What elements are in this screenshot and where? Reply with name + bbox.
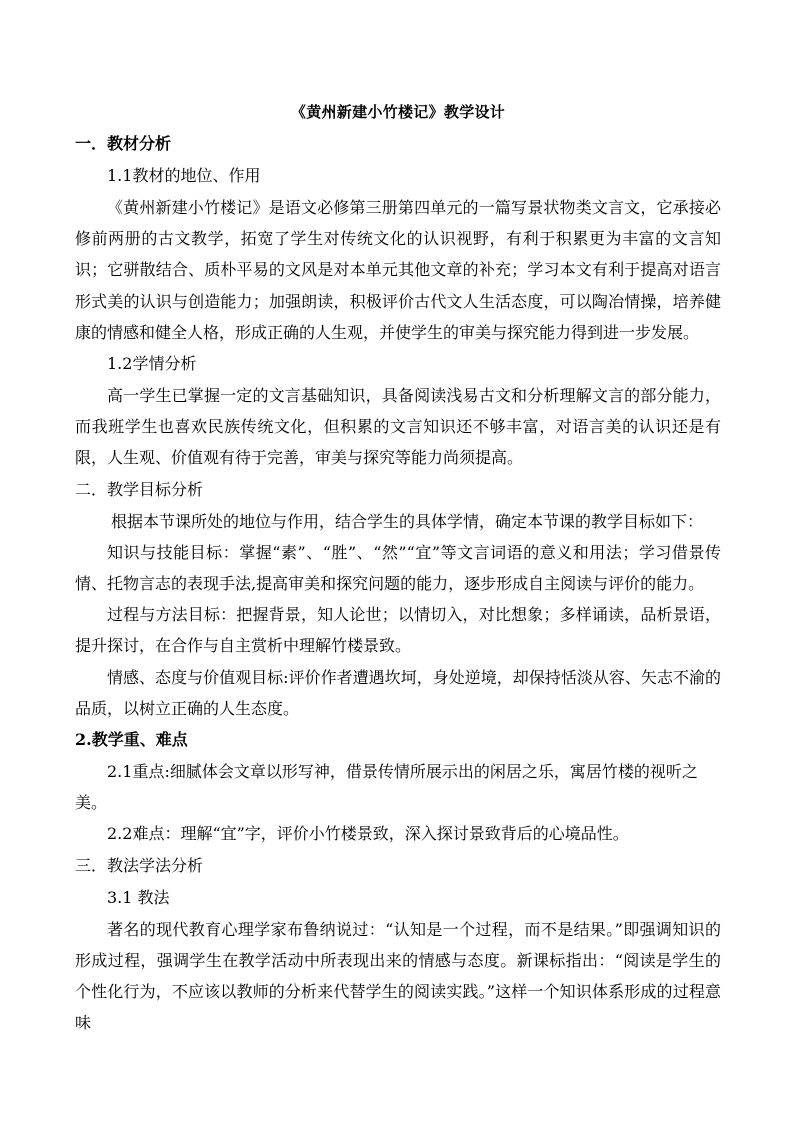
subheading-student-analysis: 1.2学情分析 bbox=[107, 354, 197, 374]
paragraph-student-analysis: 高一学生已掌握一定的文言基础知识，具备阅读浅易古文和分析理解文言的部分能力，而我班学生也喜欢民族传统文化，但积累的文言知识还不够丰富，对语言美的认识还是有限，人生观、价值观有待于完善，审美与探究等能力尚须提高。 bbox=[75, 386, 721, 468]
paragraph-goal-process: 过程与方法目标：把握背景，知人论世；以情切入，对比想象；多样诵读，品析景语，提升探讨，在合作与自主赏析中理解竹楼景致。 bbox=[75, 605, 721, 656]
paragraph-key-point: 2.1重点:细腻体会文章以形写神，借景传情所展示出的闲居之乐，寓居竹楼的视听之美。 bbox=[75, 762, 698, 813]
subheading-textbook-position: 1.1教材的地位、作用 bbox=[107, 166, 261, 185]
section-heading-methods: 三．教法学法分析 bbox=[75, 855, 204, 875]
document-page bbox=[75, 96, 721, 1038]
section-heading-key-points: 2.教学重、难点 bbox=[75, 730, 188, 750]
paragraph-goals-intro: 根据本节课所处的地位与作用，结合学生的具体学情，确定本节课的教学目标如下： bbox=[111, 511, 704, 531]
document-title: 《黄州新建小竹楼记》教学设计 bbox=[290, 103, 506, 121]
paragraph-goal-emotion: 情感、态度与价值观目标:评价作者遭遇坎坷，身处逆境，却保持恬淡从容、矢志不渝的品质，以树立正确的人生态度。 bbox=[75, 667, 721, 718]
paragraph-difficult-point: 2.2难点：理解“宜”字，评价小竹楼景致，深入探讨景致背后的心境品性。 bbox=[107, 824, 629, 844]
section-heading-textbook-analysis: 一．教材分析 bbox=[75, 134, 172, 153]
subheading-teaching-method: 3.1 教法 bbox=[107, 887, 170, 907]
section-heading-goals: 二．教学目标分析 bbox=[75, 479, 204, 499]
paragraph-goal-knowledge: 知识与技能目标：掌握“素”、“胜”、“然”“宜”等文言词语的意义和用法；学习借景传情、托物言志的表现手法,提高审美和探究问题的能力，逐步形成自主阅读与评价的能力。 bbox=[75, 542, 721, 594]
paragraph-textbook-position: 《黄州新建小竹楼记》是语文必修第三册第四单元的一篇写景状物类文言文，它承接必修前两册的古文教学，拓宽了学生对传统文化的认识视野，有利于积累更为丰富的文言知识；它骈散结合、质朴平易的文风是对本单元其他文章的补充；学习本文有利于提高对语言形式美的认识与创造能力；加强朗读，积极评价古代文人生活态度，可以陶冶情操，培养健康的情感和健全人格，形成正确的人生观，并使学生的审美与探究能力得到进一步发展。 bbox=[75, 198, 721, 342]
paragraph-teaching-method: 著名的现代教育心理学家布鲁纳说过：“认知是一个过程，而不是结果。”即强调知识的形成过程，强调学生在教学活动中所表现出来的情感与态度。新课标指出：“阅读是学生的个性化行为，不应该以教师的分析来代替学生的阅读实践。”这样一个知识体系形成的过程意味 bbox=[75, 919, 721, 1033]
